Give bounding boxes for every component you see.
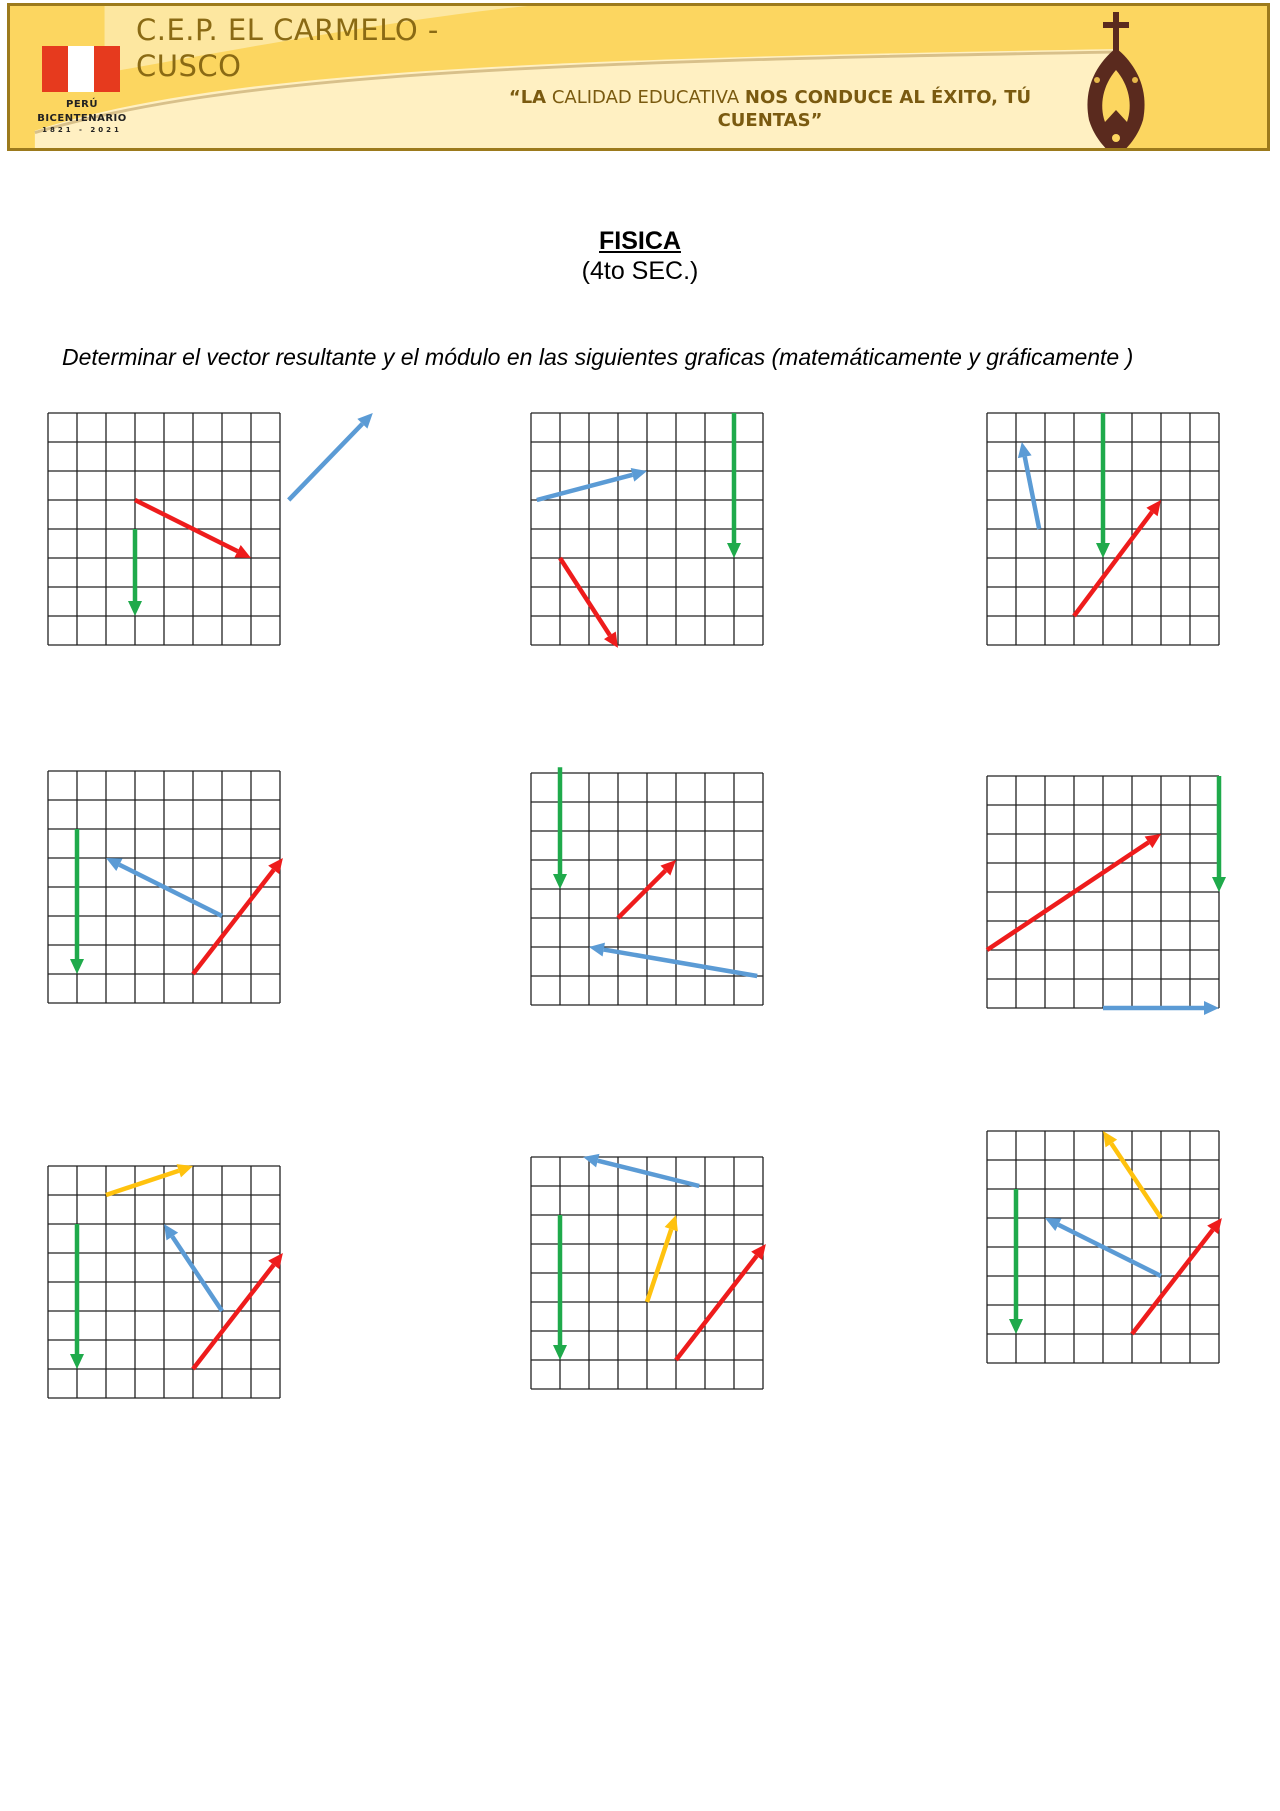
green-vector-arrow <box>70 1224 84 1369</box>
vector-exercise-6 <box>987 776 1219 1008</box>
green-vector-arrowhead <box>727 543 741 558</box>
green-vector-arrow <box>553 767 567 889</box>
green-vector-arrowhead <box>553 1345 567 1360</box>
green-vector-arrow <box>70 829 84 974</box>
red-vector-shaft <box>676 1256 757 1360</box>
blue-vector-arrowhead <box>1204 1001 1219 1015</box>
green-vector-arrow <box>1096 413 1110 558</box>
green-vector-arrowhead <box>70 959 84 974</box>
vector-grid-svg <box>987 776 1219 1008</box>
green-vector-arrowhead <box>128 601 142 616</box>
blue-vector-shaft <box>172 1236 222 1311</box>
red-vector-shaft <box>1132 1230 1213 1334</box>
green-vector-arrow <box>727 413 741 558</box>
yellow-vector-shaft <box>647 1229 671 1302</box>
blue-vector-arrowhead <box>583 1154 599 1168</box>
green-vector-arrowhead <box>1009 1319 1023 1334</box>
vector-grid-svg <box>987 413 1219 645</box>
blue-vector-arrow <box>583 1154 699 1186</box>
bicentenario-years: 1821 - 2021 <box>42 126 122 134</box>
subject-title: FISICA <box>599 227 681 255</box>
vector-exercise-4 <box>48 771 280 1003</box>
vector-exercise-8 <box>531 1157 763 1389</box>
bicentenario-label: PERÚ BICENTENARIO <box>37 99 127 124</box>
yellow-vector-shaft <box>106 1171 179 1195</box>
vector-grid-svg <box>987 1131 1219 1363</box>
blue-vector-arrow <box>289 413 373 500</box>
square-grid <box>531 413 763 645</box>
vector-grid-svg <box>48 771 280 1003</box>
peru-flag-logo <box>42 46 120 92</box>
vector-exercise-1 <box>48 413 280 645</box>
green-vector-arrow <box>553 1215 567 1360</box>
yellow-vector-shaft <box>1111 1143 1161 1218</box>
header-banner <box>7 3 1270 151</box>
blue-vector-arrow <box>537 468 647 500</box>
square-grid <box>48 413 280 645</box>
red-vector-shaft <box>560 558 610 635</box>
yellow-vector-arrowhead <box>177 1164 193 1177</box>
bicentenario-logo <box>32 98 132 134</box>
vector-exercise-3 <box>987 413 1219 645</box>
school-name: C.E.P. EL CARMELO - CUSCO <box>136 13 439 83</box>
blue-vector-arrow <box>1018 442 1039 529</box>
vector-grid-svg <box>48 1166 280 1398</box>
red-vector-shaft <box>618 871 665 918</box>
vector-grid-svg <box>531 773 763 1005</box>
red-vector-shaft <box>193 870 274 974</box>
exercise-instruction: Determinar el vector resultante y el módulo en las siguientes graficas (matemáticamente y gráficamente ) <box>62 344 1134 370</box>
grade-label: (4to SEC.) <box>581 257 699 285</box>
blue-vector-arrowhead <box>589 943 605 957</box>
blue-vector-arrow <box>589 943 757 976</box>
red-vector-shaft <box>193 1265 274 1369</box>
vector-exercise-2 <box>531 413 763 645</box>
vector-exercise-5 <box>531 773 763 1005</box>
green-vector-arrowhead <box>1096 543 1110 558</box>
vector-exercise-7 <box>48 1166 280 1398</box>
green-vector-arrow <box>1009 1189 1023 1334</box>
red-vector-shaft <box>1074 512 1152 616</box>
green-vector-arrowhead <box>70 1354 84 1369</box>
vector-exercise-9 <box>987 1131 1219 1363</box>
vector-grid-svg <box>48 413 280 645</box>
blue-vector-shaft <box>1025 457 1039 529</box>
carmelite-crest-icon <box>1075 10 1160 151</box>
vector-grid-svg <box>531 413 763 645</box>
yellow-vector-arrow <box>106 1164 193 1195</box>
red-vector-shaft <box>987 842 1149 950</box>
square-grid <box>48 1166 280 1398</box>
blue-vector-arrowhead <box>1018 442 1032 458</box>
square-grid <box>531 1157 763 1389</box>
yellow-vector-arrowhead <box>665 1215 678 1231</box>
blue-vector-shaft <box>289 424 363 500</box>
school-motto: “LA CALIDAD EDUCATIVA NOS CONDUCE AL ÉXITO, TÚ CUENTAS” <box>508 87 1032 131</box>
vector-grid-svg <box>531 1157 763 1389</box>
blue-vector-arrowhead <box>631 468 647 482</box>
square-grid <box>987 776 1219 1008</box>
green-vector-arrowhead <box>553 874 567 889</box>
blue-vector-shaft <box>598 1161 699 1186</box>
yellow-vector-arrow <box>647 1215 678 1302</box>
green-vector-arrowhead <box>1212 877 1226 892</box>
green-vector-arrow <box>128 529 142 616</box>
